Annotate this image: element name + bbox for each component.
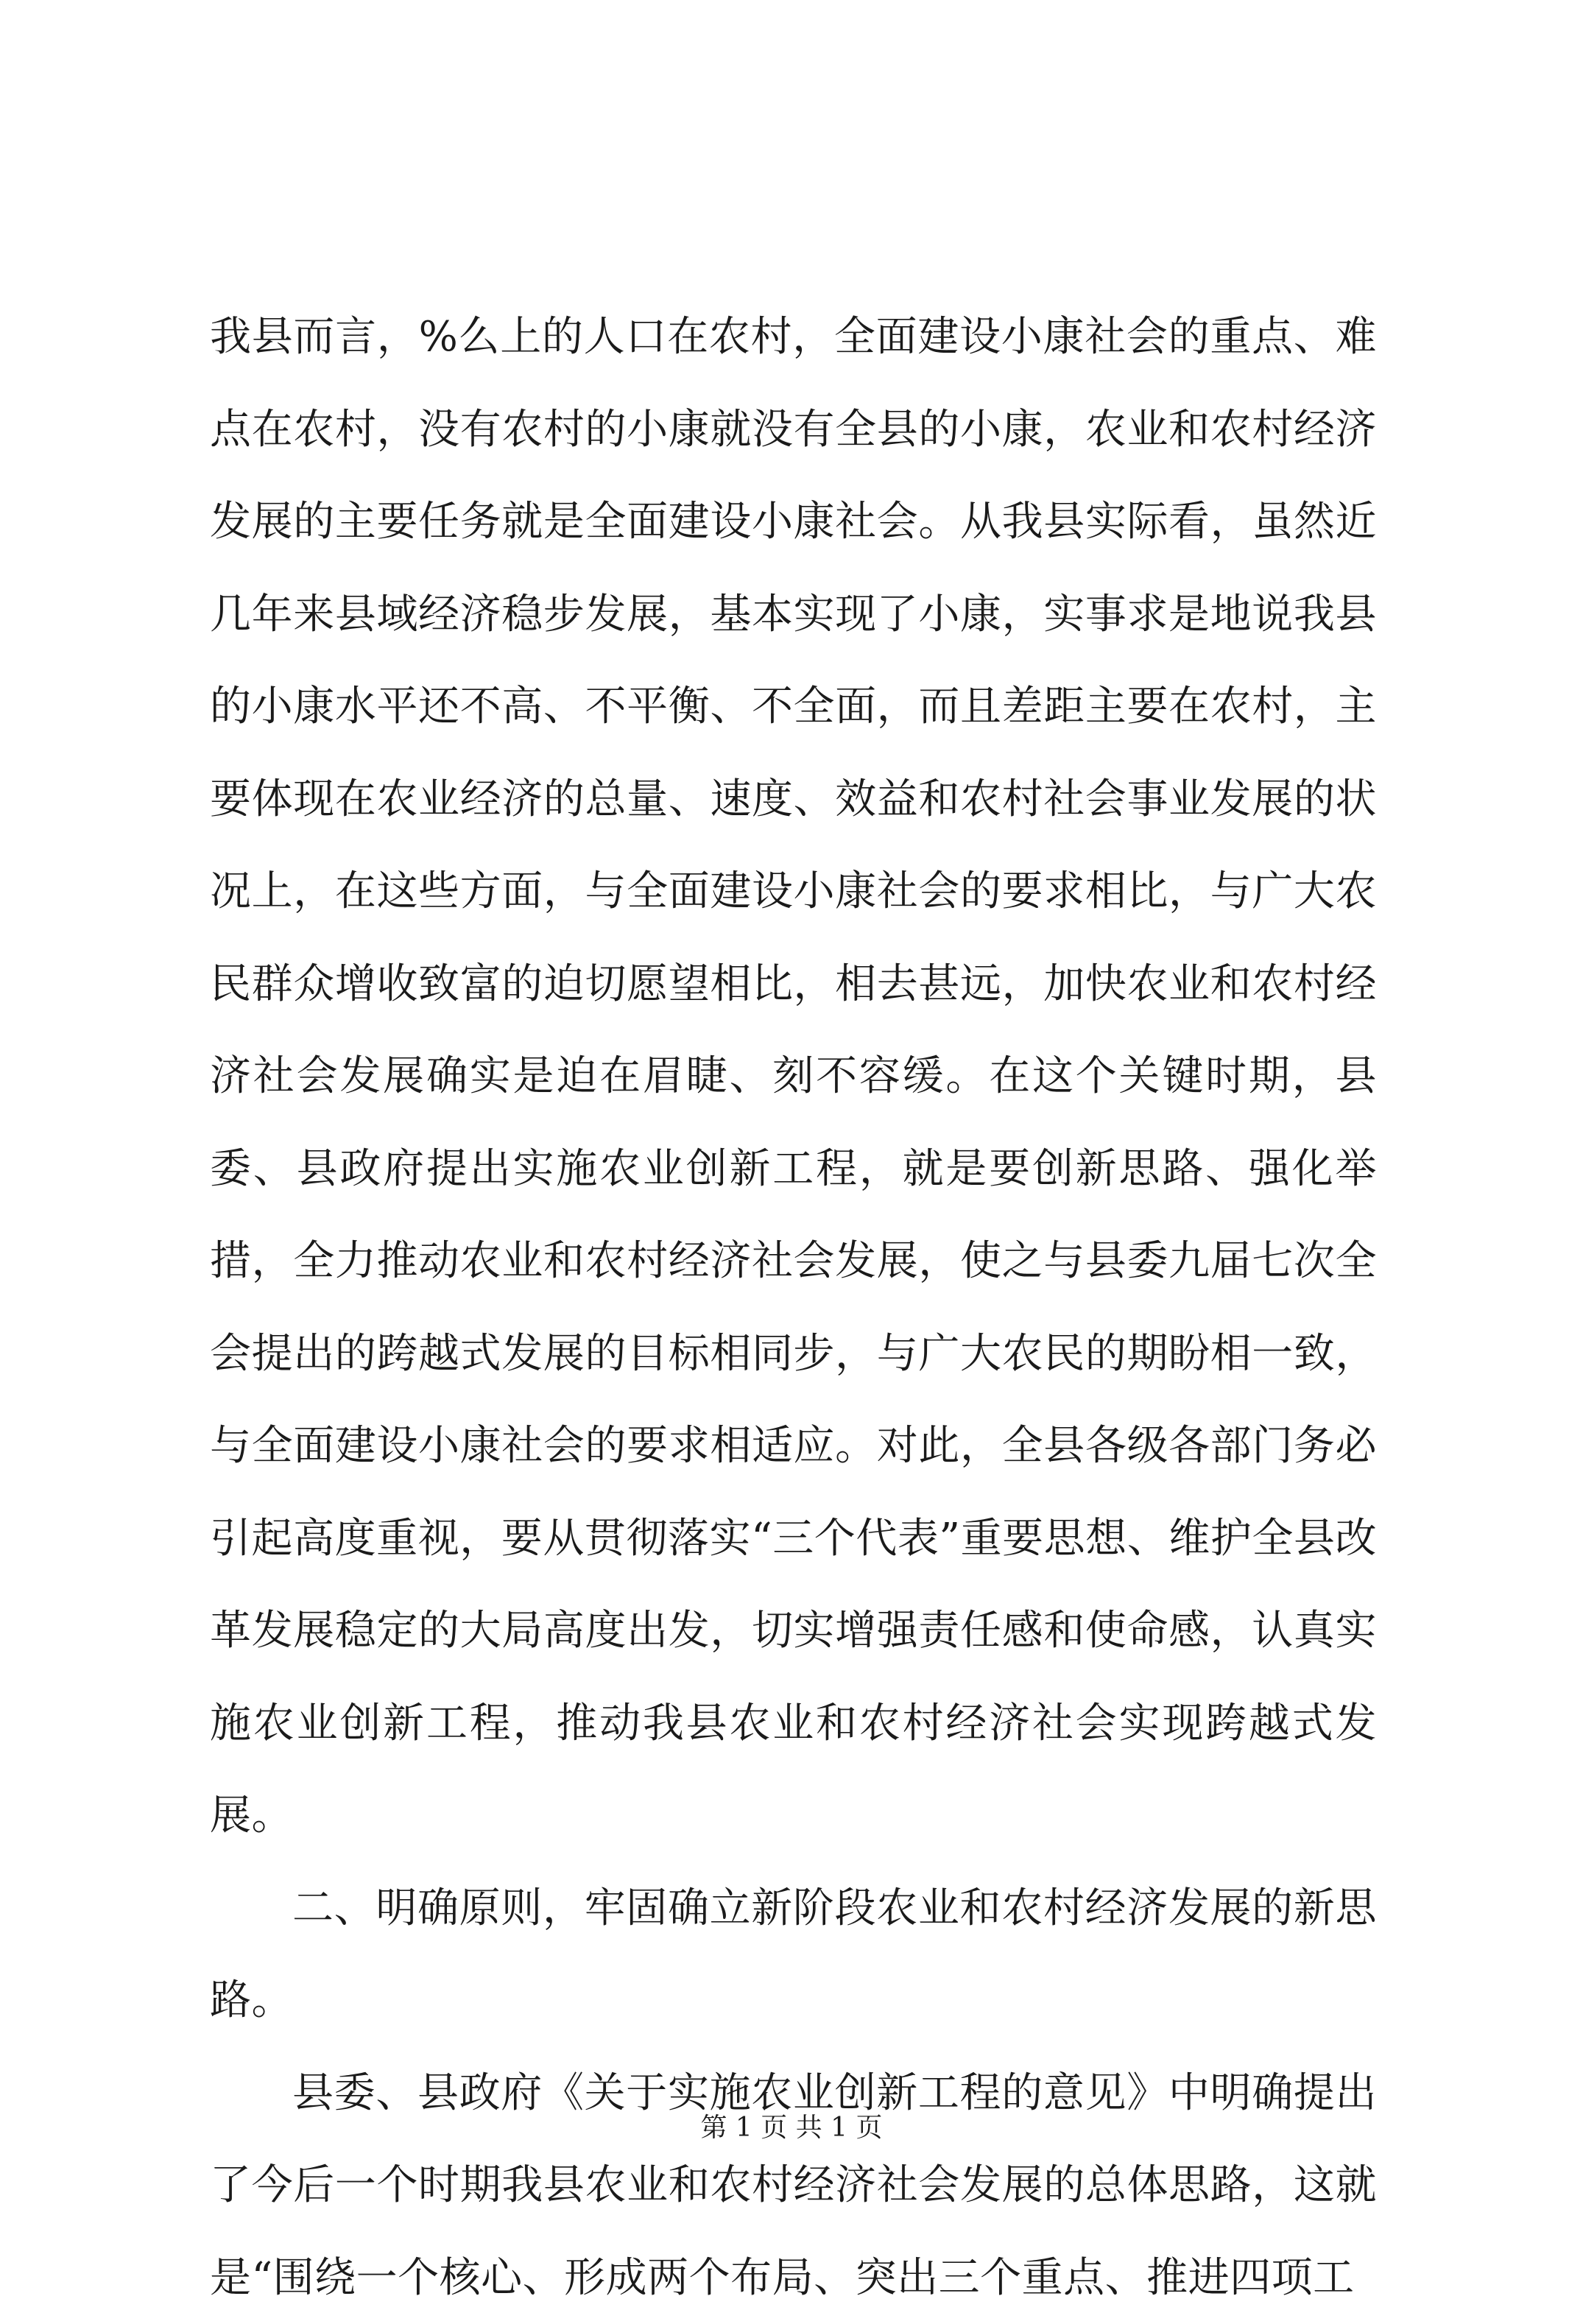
page-number-label: 第 1 页 共 1 页 — [700, 2113, 882, 2143]
paragraph-2-section-heading: 二、明确原则，牢固确立新阶段农业和农村经济发展的新思路。 — [210, 1862, 1377, 2047]
paragraph-1: 我县而言，%么上的人口在农村，全面建设小康社会的重点、难点在农村，没有农村的小康就没有全县的小康，农业和农村经济发展的主要任务就是全面建设小康社会。从我县实际看，虽然近几年来县域经济稳步发展，基本实现了小康，实事求是地说我县的小康水平还不高、不平衡、不全面，而且差距主要在农村，主要体现在农业经济的总量、速度、效益和农村社会事业发展的状况上，在这些方面，与全面建设小康社会的要求相比，与广大农民群众增收致富的迫切愿望相比，相去甚远，加快农业和农村经济社会发展确实是迫在眉睫、刻不容缓。在这个关键时期，县委、县政府提出实施农业创新工程，就是要创新思路、强化举措，全力推动农业和农村经济社会发展，使之与县委九届七次全会提出的跨越式发展的目标相同步，与广大农民的期盼相一致，与全面建设小康社会的要求相适应。对此，全县各级各部门务必引起高度重视，要从贯彻落实“三个代表”重要思想、维护全县改革发展稳定的大局高度出发，切实增强责任感和使命感，认真实施农业创新工程，推动我县农业和农村经济社会实现跨越式发展。 — [210, 291, 1377, 1862]
document-body — [210, 291, 1377, 2324]
paragraph-3: 县委、县政府《关于实施农业创新工程的意见》中明确提出了今后一个时期我县农业和农村经济社会发展的总体思路，这就是“围绕一个核心、形成两个布局、突出三个重点、推进四项工 — [210, 2047, 1377, 2324]
page-footer — [0, 2112, 1583, 2144]
